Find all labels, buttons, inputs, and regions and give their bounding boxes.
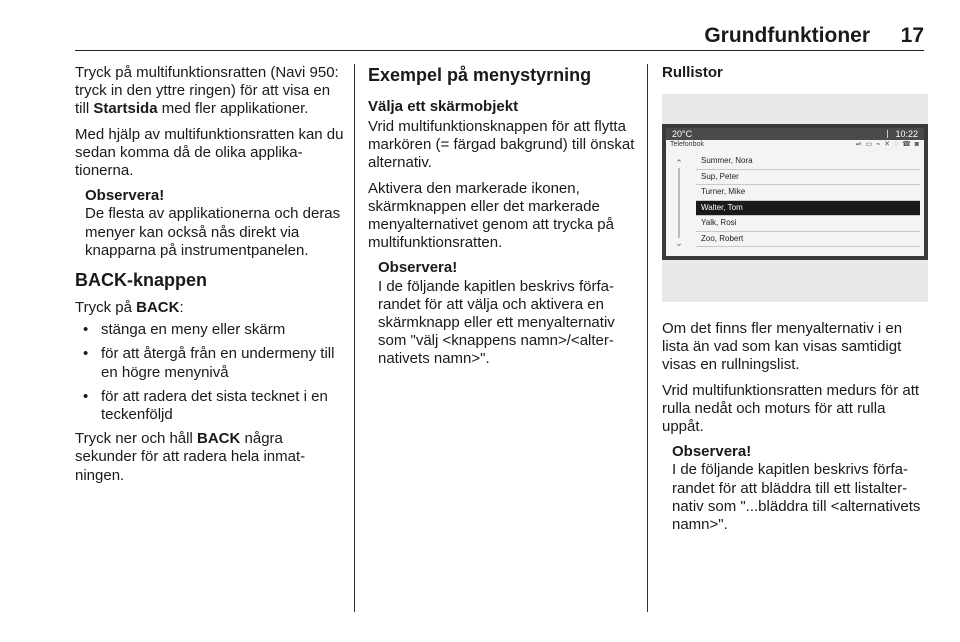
list-item-selected[interactable]: Walter, Tom bbox=[696, 201, 920, 217]
temperature-readout: 20°C bbox=[672, 129, 693, 139]
text: med fler applikationer. bbox=[157, 100, 309, 118]
text: : bbox=[179, 299, 184, 317]
status-icons: ⇌ ▭ ⌁ ✕ ◌ ☎ ◙ bbox=[855, 141, 920, 148]
list-item[interactable]: Turner, Mike bbox=[696, 185, 920, 201]
text: Tryck ner och håll bbox=[75, 430, 197, 448]
note-text: I de följande kapitlen beskrivs förfarandet för att bläddra till ett listalternativ som "...bläddra till <alternativets namn>". bbox=[672, 461, 921, 534]
paragraph: Vrid multifunktionsratten medurs för att rulla nedåt och moturs för att rulla uppåt. bbox=[662, 381, 920, 436]
list-item: • för att återgå från en undermeny till en högre menynivå bbox=[75, 345, 345, 381]
column-3 bbox=[662, 64, 928, 543]
list-item[interactable]: Zoo, Robert bbox=[696, 232, 920, 248]
note-title: Observera! bbox=[85, 187, 165, 205]
startsida-term: Startsida bbox=[93, 100, 158, 118]
note bbox=[672, 443, 928, 534]
scrollbar[interactable] bbox=[672, 154, 686, 252]
list-item: • stänga en meny eller skärm bbox=[75, 321, 345, 339]
status-bar bbox=[666, 128, 924, 140]
column-divider bbox=[354, 64, 355, 612]
page-header bbox=[0, 0, 960, 54]
list-item: • för att radera det sista tecknet i en teckenföljd bbox=[75, 388, 345, 424]
scroll-track[interactable] bbox=[678, 168, 680, 238]
text: Tryck på multifunktionsratten (Navi 950: tryck in den yttre ringen) för att visa en till bbox=[75, 64, 339, 118]
column-1 bbox=[75, 64, 345, 492]
note-text: De flesta av applikationerna och deras menyer kan också nås direkt via knapparna på instrumentpanelen. bbox=[85, 205, 341, 259]
list-item[interactable]: Yalk, Rosi bbox=[696, 216, 920, 232]
section-heading: BACK-knappen bbox=[75, 270, 208, 291]
back-term: BACK bbox=[197, 430, 241, 448]
screen-content bbox=[666, 128, 924, 256]
title-bar bbox=[666, 140, 924, 150]
paragraph bbox=[75, 430, 345, 485]
phonebook-label: Telefonbok bbox=[670, 141, 704, 148]
paragraph: Om det finns fler menyalternativ i en lista än vad som kan visas samtidigt visas en rullningslist. bbox=[662, 320, 903, 374]
paragraph: Vrid multifunktionsknappen för att flytta markören (= färgad bakgrund) till önskat alternativ. bbox=[368, 118, 635, 172]
paragraph: Med hjälp av multifunktionsratten kan du sedan komma då de olika applikationerna. bbox=[75, 125, 344, 180]
section-heading: Rullistor bbox=[662, 64, 723, 81]
status-separator bbox=[887, 130, 888, 138]
contact-list bbox=[696, 154, 920, 247]
text: några sekunder för att radera hela inmatningen. bbox=[75, 430, 306, 484]
note-text: I de följande kapitlen beskrivs förfarandet för att välja och aktivera en skärmknapp eller ett menyalternativ som "välj <knappens namn>/<alternativets namn>". bbox=[378, 277, 615, 368]
back-term: BACK bbox=[136, 299, 180, 317]
text: Tryck på bbox=[75, 299, 137, 317]
scroll-up-icon[interactable]: ⌃ bbox=[675, 158, 683, 168]
paragraph bbox=[75, 299, 345, 317]
paragraph bbox=[75, 64, 345, 119]
section-heading: Exempel på menystyrning bbox=[368, 65, 592, 85]
subheading: Välja ett skärmobjekt bbox=[368, 98, 519, 115]
column-2 bbox=[368, 64, 638, 378]
note-title: Observera! bbox=[378, 259, 458, 277]
list-item[interactable]: Summer, Nora bbox=[696, 154, 920, 170]
header-rule bbox=[75, 50, 924, 51]
column-divider bbox=[647, 64, 648, 612]
note bbox=[85, 187, 345, 260]
scroll-down-icon[interactable]: ⌄ bbox=[675, 237, 683, 248]
note bbox=[378, 259, 638, 368]
chapter-title: Grundfunktioner bbox=[704, 24, 870, 47]
paragraph: Aktivera den markerade ikonen, skärmknappen eller det markerade menyalternativet genom att trycka på multifunktionsratten. bbox=[368, 179, 614, 252]
clock-readout: 10:22 bbox=[895, 129, 918, 139]
note-title: Observera! bbox=[672, 443, 752, 461]
page-number: 17 bbox=[900, 24, 924, 47]
screen-figure bbox=[662, 94, 928, 302]
display-screen bbox=[662, 124, 928, 260]
bullet-list bbox=[75, 321, 345, 424]
list-item[interactable]: Sup, Peter bbox=[696, 170, 920, 186]
